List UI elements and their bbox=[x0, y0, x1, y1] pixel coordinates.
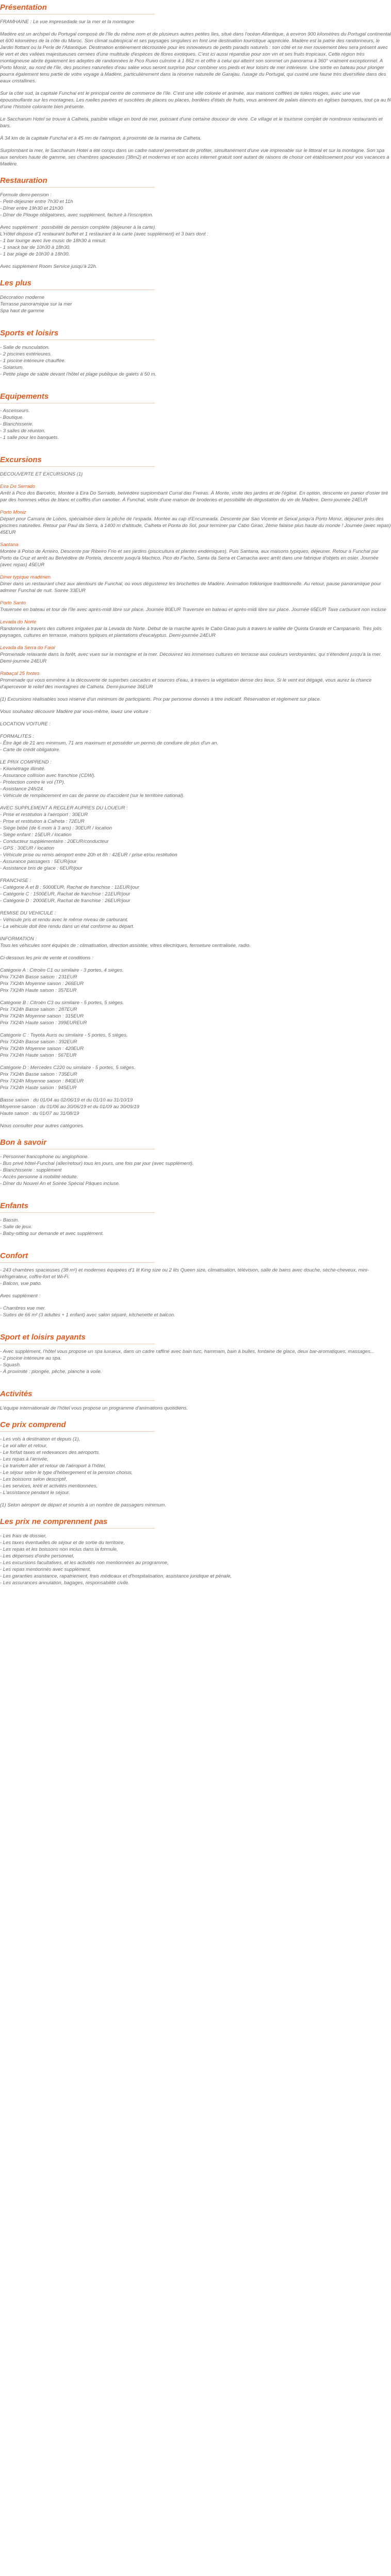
line-group bbox=[0, 224, 391, 258]
line-group bbox=[0, 471, 391, 478]
text-line: - 1 bar lounge avec live music de 18h30 à minuit. bbox=[0, 238, 107, 244]
text-line: - Solarium. bbox=[0, 365, 24, 370]
text-line: - 243 chambres spacieuses (38 m²) et modernes équipées d'1 lit King size ou 2 lits Queen size, climatisation, télévision, salle de bains avec douche, sèche-cheveux, mini-réfrigérateur, coffre-fort et Wi-Fi. bbox=[0, 1267, 369, 1280]
section-title: Excursions bbox=[0, 455, 42, 464]
subheading: Porto Moniz bbox=[0, 510, 26, 515]
text-line: - Kilométrage illimité. bbox=[0, 766, 46, 772]
text-line: - Être âgé de 21 ans minimum, 71 ans maximum et posséder un permis de conduire de plus d'un an. bbox=[0, 740, 219, 746]
section bbox=[0, 1420, 391, 1509]
text-line: - Suites de 66 m² (3 adultes + 1 enfant) avec salon séparé, kitchenette et balcon. bbox=[0, 1312, 175, 1318]
subheading: Santana bbox=[0, 542, 19, 548]
text-line: - Assurance collision avec franchise (CDW). bbox=[0, 773, 95, 778]
text-line: - Carte de crédit obligatoire. bbox=[0, 747, 61, 753]
text-line: - Boutique. bbox=[0, 415, 24, 420]
text-line: - Les assurances annulation, bagages, responsabilité civile. bbox=[0, 1580, 129, 1586]
subheading: Rabaçal 25 fontes bbox=[0, 671, 40, 676]
text-line: - Les boissons selon descriptif, bbox=[0, 1477, 67, 1482]
section-divider bbox=[0, 1400, 155, 1401]
paragraph: Le Saccharum Hotel se trouve à Calheta, paisible village en bord de mer, puissant d'une certaine douceur de vivre. Ce village et le tourisme complet de nombreux restaurants et bars. bbox=[0, 116, 383, 129]
section-title: Présentation bbox=[0, 3, 47, 12]
text-line: - Catégorie C : 1500EUR, Rachat de franchise : 21EUR/jour bbox=[0, 891, 131, 897]
text-line: - Salle de musculation. bbox=[0, 345, 50, 350]
text-line: - Assurance passagers : 5EUR/jour bbox=[0, 859, 77, 865]
section-title: Sport et loisirs payants bbox=[0, 1333, 86, 1342]
text-line: - 1 snack bar de 10h30 à 18h30. bbox=[0, 245, 71, 250]
paragraph: À 34 km de la capitale Funchal et à 45 mn de l'aéroport, à proximité de la marina de Calheta. bbox=[0, 135, 202, 141]
text-line: - Les frais de dossier, bbox=[0, 1533, 47, 1539]
paragraph: Ci-dessous les prix de vente et conditions : bbox=[0, 955, 93, 961]
section-title: Bon à savoir bbox=[0, 1138, 47, 1147]
text-line: Catégorie D : Mercedes C220 ou similaire - 5 portes, 5 sièges. bbox=[0, 1065, 136, 1071]
text-line: - Bus privé hôtel-Funchal (aller/retour) tous les jours, une fois par jour (avec supplément). bbox=[0, 1161, 194, 1166]
section bbox=[0, 3, 391, 167]
text-line: - Blanchisserie : supplément bbox=[0, 1167, 62, 1173]
text-line: - Dîner entre 19h30 et 21h30 bbox=[0, 206, 63, 211]
text-line: - Les repas mentionnés avec supplément, bbox=[0, 1567, 91, 1572]
section bbox=[0, 1389, 391, 1412]
text-line: Moyenne saison : du 01/06 au 30/06/19 et du 01/09 au 30/09/19 bbox=[0, 1104, 139, 1110]
section-divider bbox=[0, 187, 155, 188]
text-line: Catégorie C : Toyota Auris ou similaire - 5 portes, 5 sièges. bbox=[0, 1032, 128, 1038]
subheading: Levada do Norte bbox=[0, 619, 37, 625]
line-group bbox=[0, 1097, 391, 1117]
subheading: Levada da Serra do Faial bbox=[0, 645, 55, 651]
text-line: Catégorie B : Citroën C3 ou similaire - 5 portes, 5 sièges. bbox=[0, 1000, 124, 1006]
line-group bbox=[0, 1348, 391, 1375]
text-line: - Les vols à destination et depuis (1), bbox=[0, 1436, 80, 1442]
paragraph: Arrêt à Pico dos Barcelos, Montée à Eira Do Serrado, belvédère surplombant Curral das Freiras. À Monte, visite des jardins et de l'église. En option, descente en panier d'osier tiré par des hommes vêtus de blanc et coiffés d'un canotier. À Funchal, visite d'une maison de broderies et possibilité de dégustation du vin de Madère. Demi-journée 24EUR bbox=[0, 490, 388, 503]
subheading: Diner typique madérien bbox=[0, 574, 51, 580]
line-group bbox=[0, 192, 391, 218]
text-line: - Dîner de Plouge obligatoires, avec supplément, facturé à l'inscription. bbox=[0, 212, 154, 218]
text-line: - Les dépenses d'ordre personnel, bbox=[0, 1553, 74, 1559]
text-line: Prix 7X24h Basse saison : 287EUR bbox=[0, 1007, 77, 1012]
text-line: - Balcon, vue patio. bbox=[0, 1281, 42, 1286]
text-line: - 3 salles de réunion. bbox=[0, 428, 46, 434]
text-line: - Accès personne à mobilité réduite. bbox=[0, 1174, 78, 1180]
text-line: - Assistance bris de glace : 6EUR/jour bbox=[0, 866, 83, 871]
text-line: - Catégorie D : 2000EUR, Rachat de franchise : 26EUR/jour bbox=[0, 898, 131, 904]
line-group bbox=[0, 1267, 391, 1287]
text-line: Tous les véhicules sont équipés de : climatisation, direction assistée, vitres électriques, fermeture centralisée, radio. bbox=[0, 943, 251, 948]
text-line: - Chambres vue mer. bbox=[0, 1306, 46, 1311]
section-title: Restauration bbox=[0, 176, 47, 185]
paragraph: Sur la côte sud, la capitale Funchal est le principal centre de commerce de l'île. C'est une ville colorée et animée, aux maisons coiffées de tuiles rouges, avec une vue époustouflante sur les montagnes. Les ruelles pavées et suscitées de places ou places, bordées d'étals de fruits, vous amènent de palais élancés en églises baroques, tout ça au fil d'une l'histoire colorante bien présente. bbox=[0, 91, 391, 110]
line-group bbox=[0, 721, 391, 727]
text-line: Prix 7X24h Moyenne saison : 266EUR bbox=[0, 981, 84, 987]
paragraph: (1) Excursions réalisables sous réserve d'un minimum de participants. Prix par personne donnés à titre indicatif. Réservation et règlement sur place. bbox=[0, 697, 321, 702]
text-line: REMISE DU VEHICULE : bbox=[0, 910, 56, 916]
line-group bbox=[0, 877, 391, 904]
text-line: Catégorie A : Citroën C1 ou similaire - 3 portes, 4 sièges. bbox=[0, 968, 124, 973]
section-divider bbox=[0, 1212, 155, 1213]
section bbox=[0, 1138, 391, 1193]
text-line: DECOUVERTE ET EXCURSIONS (1) bbox=[0, 471, 83, 477]
section bbox=[0, 329, 391, 383]
line-group bbox=[0, 967, 391, 994]
section-divider bbox=[0, 1262, 155, 1263]
section bbox=[0, 1333, 391, 1381]
text-line: Haute saison : du 01/07 au 31/08/19 bbox=[0, 1111, 79, 1116]
text-line: - 2 piscine intérieure au spa. bbox=[0, 1355, 62, 1361]
line-group bbox=[0, 805, 391, 872]
text-line: - Les excursions facultatives, et les activités non mentionnées au programme, bbox=[0, 1560, 169, 1566]
text-line: INFORMATION : bbox=[0, 936, 37, 942]
text-line: - Personnel francophone ou anglophone. bbox=[0, 1154, 89, 1160]
section bbox=[0, 279, 391, 320]
line-group bbox=[0, 1217, 391, 1237]
paragraph: Madère est un archipel du Portugal composé de l'île du même nom et de plusieurs autres petites îles, situé dans l'océan Atlantique, à environ 900 kilomètres du Portugal continental et 600 kilomètres de la côte du Maroc. Son climat subtropical et ses paysages singuliers en font une destination touristique appréciée. Madère est la patrie des randonneurs, le Jardin flottant ou la Perle de l'Atlantique. Destination entièrement décroustée pour les innovateurs de petits paradis naturels : son côté et se mer rouvement bleu sera présent avec le vert et des vallées majestueuses cernées d'une multitude d'espèces de flores exotiques. C'est ici aussi répandue pour son vin et ses fruits tropicaux. Cette région très montagneuse abrite également les adeptes de randonnées le Pico Ruivo culmine à 1 862 m et offre à celui qui atteint son sommet un panorama à 360° vraiment exceptionnel. A Porto Moniz, au nord de l'île, des piscines naturelles d'eau salée vous seront surprise pour combiner vos pieds et leur loisirs de mer intérieure. Une sortie en bateau pour plonger pourra également tenu partie de votre voyage à Madère, particulièrement dans la réserve naturelle de Garajau. l'usage du Portugal, qui cuviné une faune très diversifiée dans des eaux cristallines. bbox=[0, 31, 391, 84]
text-line: - Protection contre le vol (TP). bbox=[0, 779, 66, 785]
section-title: Enfants bbox=[0, 1201, 29, 1210]
section-title: Confort bbox=[0, 1251, 28, 1260]
text-line: - Siège enfant : 15EUR / location bbox=[0, 832, 72, 838]
text-line: - Les repas à l'arrivée, bbox=[0, 1456, 48, 1462]
paragraph: Montée à Poiso de Arrieiro, Descente par Ribeiro Frio et ses jardins (piscicultura et plantes endémiques). Puis Santana, aux maisons typiques, déjeuner. Retour à Funchal par Porto da Cruz et arrêt au Belvédère de Portela, descente jusqu'à Machico, Pico do Facho, Santa da Serra et Camacha avec arrêt dans une fabrique d'objets en osier. Journée (avec repas) 45EUR bbox=[0, 549, 379, 568]
text-line: - Les taxes éventuelles de séjour et de sortie du territoire, bbox=[0, 1540, 125, 1546]
text-line: LE PRIX COMPREND : bbox=[0, 759, 52, 765]
line-group bbox=[0, 344, 391, 378]
text-line: - Le forfait taxes et redevances des aéroports. bbox=[0, 1450, 100, 1455]
line-group bbox=[0, 1154, 391, 1187]
text-line: - La véhicule doit être rendu dans un état conforme au départ. bbox=[0, 924, 135, 929]
paragraph: Promenade qui vous emmène à la découverte de superbes cascades et sources d'eau, à travers la végétation dense des lieux. Si le vent est dégagé, vous aurez la chance d'apercevoir le relief des montagnes de Calheta. Demi-journée 36EUR bbox=[0, 677, 372, 690]
text-line: - Le séjour selon le type d'hébergement et la pension choisis, bbox=[0, 1470, 133, 1476]
text-line: AVEC SUPPLEMENT A REGLER AUPRES DU LOUEUR : bbox=[0, 805, 128, 811]
text-line: FRANCHISE : bbox=[0, 878, 31, 884]
text-line: - Salle de jeux. bbox=[0, 1224, 32, 1230]
text-line: - Ascenseurs. bbox=[0, 408, 30, 414]
line-group bbox=[0, 1293, 391, 1299]
text-line: - Véhicule prise ou remis aéroport entre 20h et 8h : 42EUR / prise et/ou restitution bbox=[0, 852, 177, 858]
text-line: - À proximité : plongée, pêche, planche à voile. bbox=[0, 1369, 102, 1375]
text-line: - Avec supplément, l'hôtel vous propose un spa luxueux, dans un cadre raffiné avec bain turc, hammam, bain à bulles, fontaine de glace, deux bar-aromatiques, massages... bbox=[0, 1349, 374, 1354]
line-group bbox=[0, 733, 391, 753]
text-line: Avec supplément : bbox=[0, 1293, 40, 1299]
text-line: - Véhicule pris et rendu avec le même niveau de carburant. bbox=[0, 917, 128, 923]
text-line: - L'assistance pendant le séjour. bbox=[0, 1490, 70, 1496]
section-title: Activités bbox=[0, 1389, 32, 1398]
paragraph: Nous consulter pour autres catégories. bbox=[0, 1123, 85, 1129]
text-line: Prix 7X24h Haute saison : 567EUR bbox=[0, 1053, 77, 1058]
section bbox=[0, 176, 391, 270]
section-title: Les prix ne comprennent pas bbox=[0, 1517, 108, 1526]
line-group bbox=[0, 1032, 391, 1059]
text-line: - 1 bar plage de 10h30 à 18h30. bbox=[0, 251, 70, 257]
section-title: Ce prix comprend bbox=[0, 1420, 66, 1429]
subheading: Eira Do Serrado bbox=[0, 484, 36, 489]
section-divider bbox=[0, 1528, 155, 1529]
text-line: Avec supplément : possibilité de pension complète (déjeuner à la carte). bbox=[0, 225, 156, 230]
line-group bbox=[0, 910, 391, 930]
paragraph: Promenade relaxante dans la forêt, avec vues sur la montagne et la mer. Découvrez les immenses cultures en terrasse aux couleurs verdoyantes, qui s'étendent jusqu'à la mer. Demi-journée 24EUR bbox=[0, 652, 382, 664]
text-line: Formule demi-pension : bbox=[0, 192, 52, 198]
line-group bbox=[0, 999, 391, 1026]
text-line: - 1 piscine intérieure chauffée. bbox=[0, 358, 66, 364]
paragraph: Avec supplément Room Service jusqu'à 22h. bbox=[0, 264, 97, 269]
line-group bbox=[0, 294, 391, 314]
section-divider bbox=[0, 466, 155, 467]
text-line: Prix 7X24h Basse saison : 735EUR bbox=[0, 1072, 77, 1077]
text-line: - GPS : 30EUR / location bbox=[0, 845, 55, 851]
line-group bbox=[0, 936, 391, 949]
paragraph: Randonnée à travers des cultures irriguées par la Levada do Norte. Début de la marche après le Cabo Girao puis à travers le vallée de Quinta Grande et Campanario. Très jolis paysages, cultures en terrasse, maisons typiques et plantations d'eucalyptus. Demi-journée 24EUR bbox=[0, 626, 382, 638]
text-line: - Les services, kréti et activités mentionnées, bbox=[0, 1483, 98, 1489]
text-line: - Les garanties assistance, rapatriement, frais médicaux et d'hospitalisation, assistance juridique et pénale, bbox=[0, 1573, 232, 1579]
text-line: Prix 7X24h Basse saison : 392EUR bbox=[0, 1039, 77, 1045]
text-line: Prix 7X24h Moyenne saison : 420EUR bbox=[0, 1046, 84, 1052]
text-line: Basse saison : du 01/04 au 02/06/19 et du 01/10 au 31/10/19 bbox=[0, 1097, 133, 1103]
text-line: Prix 7X24h Haute saison : 945EUR bbox=[0, 1085, 77, 1091]
text-line: - Bassin. bbox=[0, 1217, 19, 1223]
text-line: Spa haut de gamme bbox=[0, 308, 44, 314]
text-line: Prix 7X24h Haute saison : 399EUREUR bbox=[0, 1020, 87, 1026]
text-line: - Baby-sitting sur demande et avec supplément. bbox=[0, 1231, 104, 1236]
paragraph: L'équipe internationale de l'hôtel vous propose un programme d'animations quotidiens. bbox=[0, 1405, 188, 1411]
text-line: - Les repas et les boissons non inclus dans la formule, bbox=[0, 1547, 118, 1552]
text-line: Prix 7X24h Moyenne saison : 315EUR bbox=[0, 1013, 84, 1019]
text-line: L'Hôtel dispose d'1 restaurant buffet et 1 restaurant à la carte (avec supplément) et 3 bars dont : bbox=[0, 231, 208, 237]
text-line: Terrasse panoramique sur la mer bbox=[0, 301, 72, 307]
subheading: Porto Santo bbox=[0, 600, 26, 606]
text-line: - Blanchisserie. bbox=[0, 421, 34, 427]
section bbox=[0, 1517, 391, 1592]
text-line: LOCATION VOITURE : bbox=[0, 721, 51, 727]
text-line: - Assistance 24h/24. bbox=[0, 786, 44, 792]
text-line: - 1 salle pour les banquets. bbox=[0, 435, 59, 440]
text-line: - Petit-déjeuner entre 7h30 et 11h bbox=[0, 199, 73, 205]
paragraph: FRAMHAINE : Le vue impresedade sur la mer et la montagne bbox=[0, 19, 135, 25]
text-line: - Petite plage de sable devant l'hôtel et plage publique de galets à 50 m. bbox=[0, 371, 157, 377]
section bbox=[0, 1251, 391, 1324]
section bbox=[0, 392, 391, 447]
text-line: - Le vol aller et retour, bbox=[0, 1443, 47, 1449]
text-line: FORMALITES : bbox=[0, 734, 34, 739]
text-line: Prix 7X24h Basse saison : 231EUR bbox=[0, 974, 77, 980]
line-group bbox=[0, 408, 391, 441]
section-divider bbox=[0, 1431, 155, 1432]
paragraph: (1) Selon aéroport de départ et soumis à un nombre de passagers minimum. bbox=[0, 1502, 167, 1508]
line-group bbox=[0, 1305, 391, 1318]
text-line: - Prise et restitution à Calheta : 72EUR bbox=[0, 819, 85, 824]
line-group bbox=[0, 1533, 391, 1586]
paragraph: Traversée en bateau et tour de l'île avec après-midi libre sur place. Journée 80EUR Traversée en bateau et après-midi libre sur place. Journée 65EUR Taxe carburant non incluse bbox=[0, 607, 386, 613]
text-line: - Squash. bbox=[0, 1362, 21, 1368]
section-title: Les plus bbox=[0, 279, 31, 287]
text-line: - Catégorie A et B : 5000EUR, Rachat de franchise : 11EUR/jour bbox=[0, 885, 140, 890]
line-group bbox=[0, 759, 391, 799]
line-group bbox=[0, 1436, 391, 1496]
section-title: Equipements bbox=[0, 392, 49, 401]
paragraph: Surplombant la mer, le Saccharum Hotel a été conçu dans un cadre naturel permettant de profiter, simultanément d'une vue imprenable sur le littoral et sur la montagne. Son spa aux services haute de gamme, ses chambres spacieuses (38m2) et modernes et son accès internet gratuit sont autant de raisons de choisir cet établissement pour vos vacances à Madère. bbox=[0, 148, 389, 167]
text-line: Prix 7X24h Moyenne saison : 840EUR bbox=[0, 1078, 84, 1084]
paragraph: Diner dans un restaurant chez aux alentours de Funchal, où vous dégusterez les brochettes de Madère. Animation folklorique traditionnelle. Au retour, pause panoramique pour admirer Funchal de nuit. Soirée 33EUR bbox=[0, 581, 381, 594]
section-title: Sports et loisirs bbox=[0, 329, 59, 337]
text-line: - Le transfert aller et retour de l'aéroport à l'hôtel, bbox=[0, 1463, 106, 1469]
text-line: Prix 7X24h Haute saison : 357EUR bbox=[0, 988, 77, 993]
text-line: Décoration moderne bbox=[0, 295, 45, 300]
text-line: - Dîner du Nouvel An et Soirée Spécial Pâques incluse. bbox=[0, 1181, 120, 1187]
text-line: - Siège bébé (de 6 mois à 3 ans) : 30EUR / location bbox=[0, 825, 112, 831]
text-line: - Conducteur supplémentaire : 20EUR/conducteur bbox=[0, 839, 109, 844]
text-line: - Prise et restitution à l'aéroport : 30EUR bbox=[0, 812, 88, 818]
section bbox=[0, 455, 391, 1129]
paragraph: Vous souhaitez découvrir Madère par vous-même, louez une voiture : bbox=[0, 709, 151, 715]
section bbox=[0, 1201, 391, 1243]
text-line: - 2 piscines extérieures. bbox=[0, 351, 52, 357]
paragraph: Départ pour Camara de Lobos, spécialisée dans la pêche de l'espada. Montée au cap d'Encumeada. Descente par Sao Vicente et Seixal jusqu'à Porto Moniz, déjeuner près des piscines naturelles. Retour par Paul da Serra, à 1400 m d'altitude, Calheta et Ponta do Sol, pour terminer par Cabo Girao, 2ème falaise plus haute du monde ! Journée (avec repas) 45EUR bbox=[0, 516, 391, 535]
line-group bbox=[0, 1064, 391, 1091]
text-line: - Véhicule de remplacement en cas de panne ou d'accident (sur le territoire national). bbox=[0, 793, 185, 799]
